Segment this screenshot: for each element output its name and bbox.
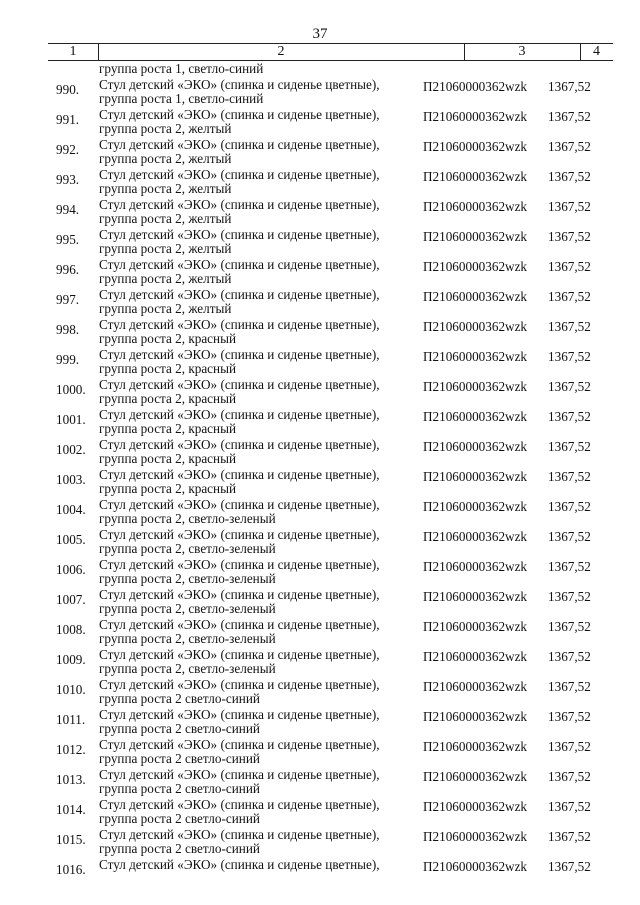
table-row [0,798,640,828]
row-number: 1010. [56,682,86,697]
item-code: П21060000362wzk [423,739,528,754]
header-divider [98,43,99,60]
row-number: 1004. [56,502,86,517]
item-description-line2: группа роста 2, желтый [99,301,232,316]
table-row [0,318,640,348]
page-number: 37 [312,26,328,42]
row-number: 1007. [56,592,86,607]
row-number: 1014. [56,802,86,817]
header-divider [464,43,465,60]
item-description-line1: Стул детский «ЭКО» (спинка и сиденье цветные), [99,557,380,572]
row-number: 998. [56,322,80,337]
item-price: 1367,52 [548,709,591,724]
table-row [0,168,640,198]
header-col-2: 2 [277,44,285,59]
table-row [0,828,640,858]
item-code: П21060000362wzk [423,679,528,694]
row-number: 1015. [56,832,86,847]
item-code: П21060000362wzk [423,229,528,244]
item-description-line1: Стул детский «ЭКО» (спинка и сиденье цветные), [99,827,380,842]
item-price: 1367,52 [548,139,591,154]
table-row [0,858,640,888]
table-row [0,738,640,768]
item-description-line2: группа роста 2, желтый [99,151,232,166]
item-price: 1367,52 [548,859,591,874]
table-row [0,558,640,588]
row-number: 1000. [56,382,86,397]
item-code: П21060000362wzk [423,769,528,784]
row-number: 1003. [56,472,86,487]
item-price: 1367,52 [548,619,591,634]
item-description-line2: группа роста 2, желтый [99,241,232,256]
header-col-1: 1 [69,44,77,59]
row-number: 993. [56,172,80,187]
row-number: 992. [56,142,80,157]
item-code: П21060000362wzk [423,349,528,364]
item-description-line2: группа роста 2 светло-синий [99,781,260,796]
table-row [0,648,640,678]
item-price: 1367,52 [548,529,591,544]
item-code: П21060000362wzk [423,589,528,604]
table-row [0,258,640,288]
header-divider [580,43,581,60]
item-code: П21060000362wzk [423,259,528,274]
row-number: 997. [56,292,80,307]
item-description-line1: Стул детский «ЭКО» (спинка и сиденье цветные), [99,377,380,392]
item-description-line1: Стул детский «ЭКО» (спинка и сиденье цветные), [99,467,380,482]
header-col-4: 4 [593,44,600,59]
table-row [0,768,640,798]
item-description-line2: группа роста 2, красный [99,451,237,466]
item-price: 1367,52 [548,289,591,304]
item-code: П21060000362wzk [423,289,528,304]
item-description-line1: Стул детский «ЭКО» (спинка и сиденье цветные), [99,107,380,122]
row-number: 1006. [56,562,86,577]
item-description-line1: Стул детский «ЭКО» (спинка и сиденье цветные), [99,677,380,692]
table-row [0,438,640,468]
item-description-line2: группа роста 2, желтый [99,211,232,226]
item-price: 1367,52 [548,739,591,754]
item-price: 1367,52 [548,769,591,784]
item-description-line2: группа роста 2 светло-синий [99,811,260,826]
continued-description: группа роста 1, светло-синий [99,61,264,76]
row-number: 1001. [56,412,86,427]
item-code: П21060000362wzk [423,199,528,214]
item-description-line2: группа роста 2, светло-зеленый [99,601,276,616]
item-description-line2: группа роста 2, красный [99,481,237,496]
row-number: 990. [56,82,80,97]
item-description-line1: Стул детский «ЭКО» (спинка и сиденье цветные), [99,617,380,632]
row-number: 1013. [56,772,86,787]
table-row [0,288,640,318]
item-price: 1367,52 [548,349,591,364]
item-description-line2: группа роста 2, светло-зеленый [99,541,276,556]
item-code: П21060000362wzk [423,319,528,334]
item-price: 1367,52 [548,109,591,124]
row-number: 1005. [56,532,86,547]
table-row [0,528,640,558]
table-row [0,618,640,648]
item-price: 1367,52 [548,259,591,274]
item-description-line2: группа роста 2, желтый [99,181,232,196]
table-body [0,78,640,888]
item-price: 1367,52 [548,379,591,394]
row-number: 991. [56,112,80,127]
item-code: П21060000362wzk [423,799,528,814]
table-row [0,678,640,708]
row-number: 1012. [56,742,86,757]
table-row [0,498,640,528]
row-number: 996. [56,262,80,277]
item-description-line2: группа роста 2, светло-зеленый [99,661,276,676]
item-description-line1: Стул детский «ЭКО» (спинка и сиденье цветные), [99,527,380,542]
item-code: П21060000362wzk [423,469,528,484]
item-price: 1367,52 [548,199,591,214]
item-description-line1: Стул детский «ЭКО» (спинка и сиденье цветные), [99,797,380,812]
item-description-line2: группа роста 2 светло-синий [99,691,260,706]
row-number: 995. [56,232,80,247]
item-price: 1367,52 [548,439,591,454]
row-number: 999. [56,352,80,367]
item-description-line1: Стул детский «ЭКО» (спинка и сиденье цветные), [99,857,380,872]
item-description-line1: Стул детский «ЭКО» (спинка и сиденье цветные), [99,737,380,752]
item-code: П21060000362wzk [423,529,528,544]
item-description-line1: Стул детский «ЭКО» (спинка и сиденье цветные), [99,407,380,422]
item-description-line1: Стул детский «ЭКО» (спинка и сиденье цветные), [99,167,380,182]
item-description-line1: Стул детский «ЭКО» (спинка и сиденье цветные), [99,227,380,242]
header-col-3: 3 [518,44,526,59]
item-description-line2: группа роста 2, желтый [99,121,232,136]
item-description-line2: группа роста 2, красный [99,361,237,376]
item-price: 1367,52 [548,79,591,94]
table-row [0,468,640,498]
item-description-line1: Стул детский «ЭКО» (спинка и сиденье цветные), [99,287,380,302]
item-code: П21060000362wzk [423,709,528,724]
table-row [0,78,640,108]
item-code: П21060000362wzk [423,169,528,184]
item-price: 1367,52 [548,679,591,694]
item-price: 1367,52 [548,469,591,484]
item-description-line2: группа роста 2 светло-синий [99,841,260,856]
item-description-line1: Стул детский «ЭКО» (спинка и сиденье цветные), [99,587,380,602]
row-number: 1002. [56,442,86,457]
item-description-line2: группа роста 2 светло-синий [99,721,260,736]
table-row [0,348,640,378]
item-code: П21060000362wzk [423,79,528,94]
item-description-line1: Стул детский «ЭКО» (спинка и сиденье цветные), [99,497,380,512]
item-description-line1: Стул детский «ЭКО» (спинка и сиденье цветные), [99,197,380,212]
item-price: 1367,52 [548,319,591,334]
item-code: П21060000362wzk [423,499,528,514]
item-code: П21060000362wzk [423,859,528,874]
item-price: 1367,52 [548,499,591,514]
item-description-line2: группа роста 2 светло-синий [99,751,260,766]
item-description-line2: группа роста 2, красный [99,391,237,406]
table-row [0,378,640,408]
item-price: 1367,52 [548,169,591,184]
item-price: 1367,52 [548,229,591,244]
item-description-line2: группа роста 2, светло-зеленый [99,571,276,586]
item-description-line1: Стул детский «ЭКО» (спинка и сиденье цветные), [99,767,380,782]
item-description-line1: Стул детский «ЭКО» (спинка и сиденье цветные), [99,707,380,722]
item-description-line1: Стул детский «ЭКО» (спинка и сиденье цветные), [99,257,380,272]
table-row [0,408,640,438]
item-code: П21060000362wzk [423,409,528,424]
table-row [0,138,640,168]
item-description-line1: Стул детский «ЭКО» (спинка и сиденье цветные), [99,647,380,662]
table-row [0,708,640,738]
item-code: П21060000362wzk [423,829,528,844]
item-price: 1367,52 [548,799,591,814]
item-code: П21060000362wzk [423,559,528,574]
item-price: 1367,52 [548,589,591,604]
table-row [0,228,640,258]
table-row [0,588,640,618]
item-code: П21060000362wzk [423,139,528,154]
item-description-line2: группа роста 2, светло-зеленый [99,631,276,646]
row-number: 1016. [56,862,86,877]
item-price: 1367,52 [548,649,591,664]
item-description-line1: Стул детский «ЭКО» (спинка и сиденье цветные), [99,137,380,152]
row-number: 1008. [56,622,86,637]
item-price: 1367,52 [548,559,591,574]
item-description-line1: Стул детский «ЭКО» (спинка и сиденье цветные), [99,317,380,332]
row-number: 1009. [56,652,86,667]
item-description-line2: группа роста 1, светло-синий [99,91,264,106]
item-code: П21060000362wzk [423,379,528,394]
item-description-line1: Стул детский «ЭКО» (спинка и сиденье цветные), [99,77,380,92]
item-description-line2: группа роста 2, желтый [99,271,232,286]
table-row [0,108,640,138]
item-code: П21060000362wzk [423,619,528,634]
item-price: 1367,52 [548,829,591,844]
item-description-line2: группа роста 2, красный [99,331,237,346]
item-code: П21060000362wzk [423,109,528,124]
item-description-line1: Стул детский «ЭКО» (спинка и сиденье цветные), [99,437,380,452]
item-description-line1: Стул детский «ЭКО» (спинка и сиденье цветные), [99,347,380,362]
table-row [0,198,640,228]
item-price: 1367,52 [548,409,591,424]
row-number: 994. [56,202,80,217]
item-code: П21060000362wzk [423,439,528,454]
table-header [48,43,613,61]
item-description-line2: группа роста 2, светло-зеленый [99,511,276,526]
item-code: П21060000362wzk [423,649,528,664]
item-description-line2: группа роста 2, красный [99,421,237,436]
row-number: 1011. [56,712,86,727]
